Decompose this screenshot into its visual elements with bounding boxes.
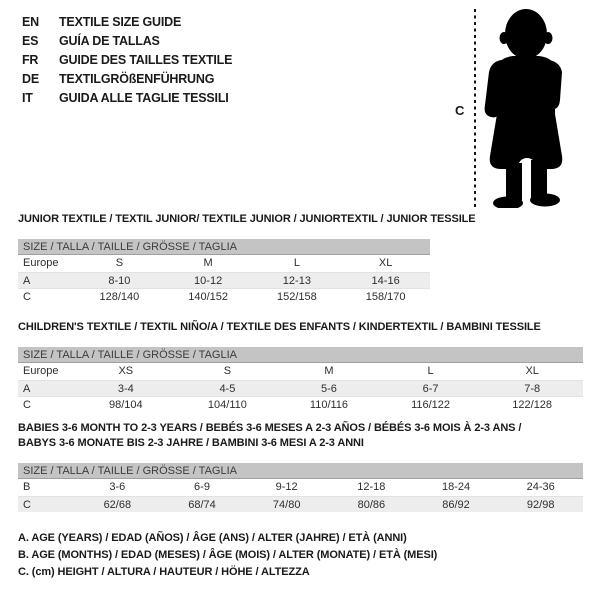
table-cell: XL — [525, 365, 539, 377]
table-cell: 8-10 — [108, 274, 131, 287]
table-cell: 4-5 — [219, 382, 236, 395]
height-indicator-label: C — [455, 103, 465, 118]
table-cell: 86/92 — [442, 498, 470, 511]
size-header-bar: SIZE / TALLA / TAILLE / GRÖSSE / TAGLIA — [18, 347, 583, 363]
table-cell: 10-12 — [194, 274, 223, 287]
table-cell: S — [223, 365, 232, 377]
language-code: EN — [22, 14, 39, 29]
section-babies-textile — [18, 421, 583, 512]
table-cell: 98/104 — [108, 399, 143, 411]
language-row — [22, 69, 232, 88]
language-row — [22, 12, 232, 31]
language-code: DE — [22, 71, 39, 86]
table-cell: 6-9 — [194, 481, 210, 493]
language-code: FR — [22, 52, 39, 67]
table-row — [18, 396, 583, 413]
table-cell: 12-13 — [282, 274, 311, 287]
section-children-textile — [18, 320, 583, 413]
table-cell: 128/140 — [99, 291, 140, 303]
row-label: B — [23, 481, 31, 493]
table-row — [18, 288, 430, 305]
table-cell: 140/152 — [188, 291, 228, 303]
table-cell: 116/122 — [411, 399, 451, 411]
table-row — [18, 479, 583, 496]
table-cell: 3-4 — [117, 382, 134, 395]
table-cell: 110/116 — [309, 399, 349, 411]
size-header-bar: SIZE / TALLA / TAILLE / GRÖSSE / TAGLIA — [18, 463, 583, 479]
row-label: C — [23, 291, 31, 303]
table-row — [18, 380, 583, 397]
table-cell: 62/68 — [103, 498, 132, 511]
size-header-bar: SIZE / TALLA / TAILLE / GRÖSSE / TAGLIA — [18, 239, 430, 255]
table-row — [18, 272, 430, 289]
table-cell: 9-12 — [275, 481, 298, 493]
table-cell: L — [293, 257, 300, 269]
table-cell: 7-8 — [524, 382, 541, 395]
language-title: TEXTILGRÖßENFÜHRUNG — [59, 71, 215, 86]
table-cell: 152/158 — [276, 291, 317, 303]
table-cell: 5-6 — [321, 382, 337, 395]
language-title: TEXTILE SIZE GUIDE — [59, 14, 182, 29]
table-cell: 24-36 — [526, 481, 555, 493]
legend — [18, 530, 437, 581]
language-code: IT — [22, 90, 33, 105]
language-title: GUÍA DE TALLAS — [59, 33, 160, 48]
table-cell: 14-16 — [371, 274, 400, 287]
table-cell: 92/98 — [526, 498, 555, 511]
language-code: ES — [22, 33, 39, 48]
table-cell: 74/80 — [272, 498, 301, 511]
table-cell: 18-24 — [441, 481, 471, 493]
row-label: A — [23, 382, 31, 395]
table-cell: 6-7 — [422, 382, 439, 395]
table-cell: 12-18 — [357, 481, 386, 493]
legend-line: A. AGE (YEARS) / EDAD (AÑOS) / ÂGE (ANS) / ALTER (JAHRE) / ETÀ (ANNI) — [18, 532, 407, 544]
table-cell: M — [324, 365, 334, 377]
table-cell: S — [115, 257, 124, 269]
table-cell: 104/110 — [207, 399, 247, 411]
babies-size-table — [18, 463, 583, 512]
table-cell: 68/74 — [188, 498, 216, 511]
section-title: CHILDREN'S TEXTILE / TEXTIL NIÑO/A / TEXTILE DES ENFANTS / KINDERTEXTIL / BAMBINI TESSILE — [18, 321, 541, 333]
legend-line: B. AGE (MONTHS) / EDAD (MESES) / ÂGE (MOIS) / ALTER (MONATE) / ETÀ (MESI) — [18, 549, 438, 561]
legend-line: C. (cm) HEIGHT / ALTURA / HAUTEUR / HÖHE / ALTEZZA — [18, 566, 310, 578]
table-row — [18, 496, 583, 513]
table-cell: 158/170 — [365, 291, 406, 303]
table-cell: L — [427, 365, 434, 377]
height-dotted-line — [474, 9, 476, 208]
row-label: C — [23, 498, 31, 511]
table-cell: XS — [118, 365, 134, 377]
table-cell: M — [203, 257, 213, 269]
language-row — [22, 50, 232, 69]
row-label: C — [23, 399, 31, 411]
row-label: Europe — [23, 257, 59, 269]
baby-silhouette-shapes — [485, 9, 563, 208]
section-title: BABIES 3-6 MONTH TO 2-3 YEARS / BEBÉS 3-6 MESES A 2-3 AÑOS / BÉBÉS 3-6 MOIS À 2-3 ANS / — [18, 422, 522, 434]
language-title: GUIDA ALLE TAGLIE TESSILI — [59, 90, 229, 105]
row-label: Europe — [23, 365, 59, 377]
section-junior-textile — [18, 212, 476, 305]
section-title-line2: BABYS 3-6 MONATE BIS 2-3 JAHRE / BAMBINI 3-6 MESI A 2-3 ANNI — [18, 437, 364, 449]
language-row — [22, 88, 232, 107]
table-row — [18, 363, 583, 380]
table-cell: 122/128 — [512, 399, 553, 411]
table-cell: XL — [378, 257, 393, 269]
baby-silhouette — [483, 8, 583, 208]
language-list — [22, 12, 232, 107]
junior-size-table — [18, 239, 430, 305]
language-row — [22, 31, 232, 50]
row-label: A — [23, 274, 31, 287]
table-row — [18, 255, 430, 272]
children-size-table — [18, 347, 583, 413]
section-title: JUNIOR TEXTILE / TEXTIL JUNIOR/ TEXTILE JUNIOR / JUNIORTEXTIL / JUNIOR TESSILE — [18, 213, 476, 225]
table-cell: 3-6 — [109, 481, 126, 493]
language-title: GUIDE DES TAILLES TEXTILE — [59, 52, 233, 67]
table-cell: 80/86 — [357, 498, 386, 511]
